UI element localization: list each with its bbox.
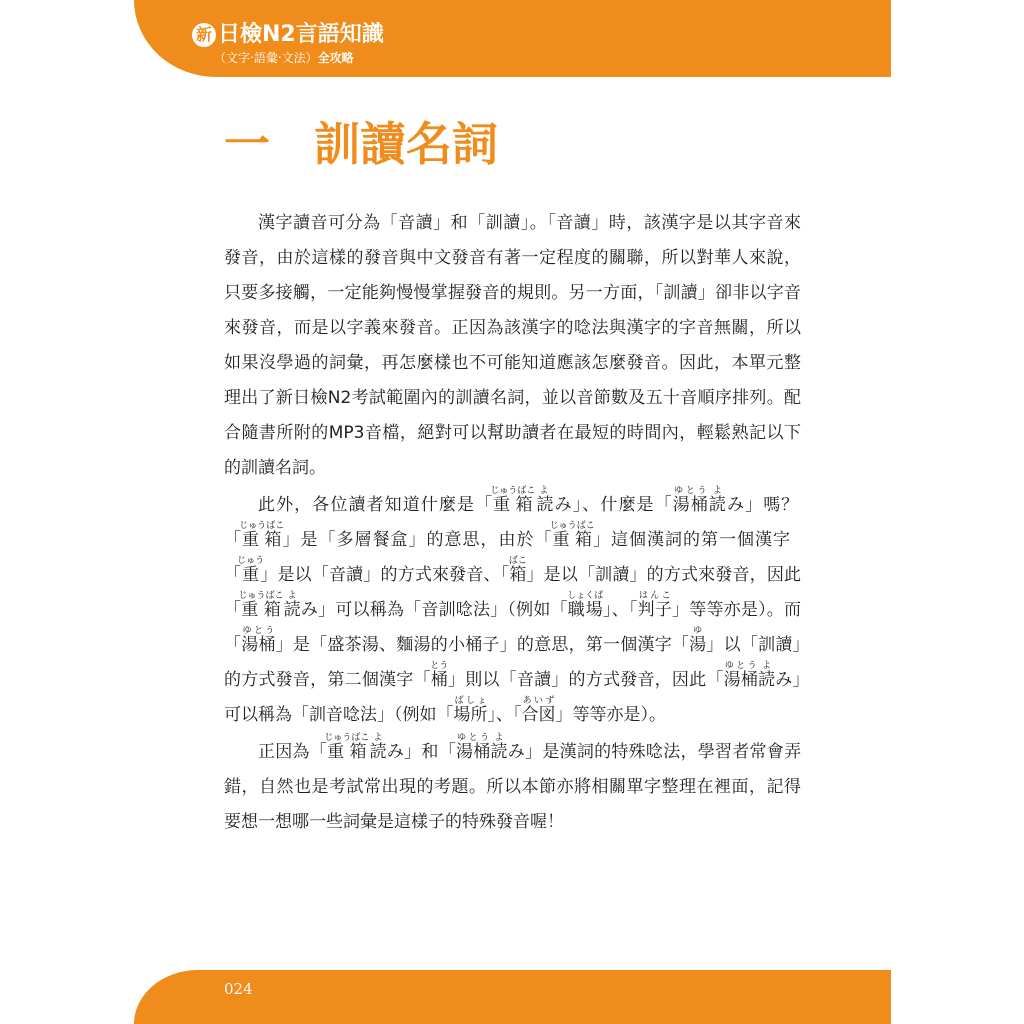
furigana-word — [549, 521, 595, 550]
furigana-word — [535, 486, 555, 515]
book-title-text: 日檢N2言語知識 — [218, 22, 384, 47]
text-run: 」這個漢詞的第一個漢字「 — [224, 530, 791, 585]
ruby-base: 湯桶 — [455, 742, 491, 762]
furigana-word — [723, 661, 759, 690]
ruby-reading: あいず — [521, 696, 556, 706]
ruby-reading: よ — [535, 486, 553, 496]
ruby-base: 重箱 — [324, 742, 370, 762]
body-paragraph — [224, 486, 801, 733]
ruby-base: 読 — [758, 670, 776, 690]
text-run: み」、什麼是「 — [554, 495, 673, 515]
ruby-reading: じゅう — [237, 556, 265, 566]
text-run: 」則以「音讀」的方式發音，因此「 — [447, 670, 724, 690]
text-run: 」、「 — [602, 600, 638, 620]
page — [134, 0, 891, 1024]
ruby-reading: じゅうばこ — [490, 486, 536, 496]
ruby-reading: じゅうばこ — [549, 521, 595, 531]
ruby-reading: じゅうばこ — [239, 521, 285, 531]
ruby-reading: しょくば — [567, 591, 604, 601]
ruby-reading: ゆとう — [672, 486, 708, 496]
furigana-word — [508, 556, 527, 585]
ruby-base: 箱 — [508, 565, 527, 585]
furigana-word — [455, 733, 491, 762]
section-title — [224, 112, 498, 176]
body-paragraph — [224, 206, 801, 486]
furigana-word — [453, 696, 488, 725]
text-run: 」是以「訓讀」的方式來發音，因此「 — [224, 565, 801, 620]
furigana-word — [430, 661, 449, 690]
book-title — [192, 22, 384, 48]
furigana-word — [637, 591, 673, 620]
text-run: 正因為「 — [258, 742, 328, 762]
ruby-reading: ゆとう — [723, 661, 758, 671]
text-run: 」、「 — [487, 705, 522, 725]
ruby-reading: とう — [430, 661, 449, 671]
ruby-reading: よ — [490, 733, 508, 743]
ruby-base: 読 — [283, 600, 301, 620]
furigana-word — [237, 556, 265, 585]
book-subtitle-plain: （文字‧語彙‧文法） — [214, 51, 318, 65]
text-run: み」可以稱為「音訓唸法」（例如「 — [300, 600, 568, 620]
furigana-word — [672, 486, 709, 515]
text-run: み」嗎？「 — [224, 495, 799, 550]
book-subtitle-bold: 全攻略 — [317, 51, 354, 65]
ruby-base: 湯 — [689, 635, 707, 655]
ruby-base: 職場 — [567, 600, 604, 620]
ruby-reading: ゆ — [689, 626, 707, 636]
ruby-base: 重箱 — [239, 530, 285, 550]
ruby-base: 読 — [535, 495, 555, 515]
text-run: 」是「多層餐盒」的意思，由於「 — [281, 530, 553, 550]
furigana-word — [708, 486, 728, 515]
ruby-base: 判子 — [637, 600, 673, 620]
text-run: 漢字讀音可分為「音讀」和「訓讀」。「音讀」時，該漢字是以其字音來發音，由於這樣的發音與中文發音有著一定程度的關聯，所以對華人來說，只要多接觸，一定能夠慢慢掌握發音的規則。另一方面，「訓讀」卻非以字音來發音，而是以字義來發音。正因為該漢字的唸法與漢字的字音無關，所以如果沒學過的詞彙，再怎麼樣也不可能知道應該怎麼發音。因此，本單元整理出了新日檢N2考試範圍內的訓讀名詞，並以音節數及五十音順序排列。配合隨書所附的MP3音檔，絕對可以幫助讀者在最短的時間內，輕鬆熟記以下的訓讀名詞。 — [224, 213, 801, 478]
ruby-reading: ばしょ — [453, 696, 488, 706]
section-number: 一 — [224, 117, 270, 171]
ruby-base: 湯桶 — [672, 495, 709, 515]
furigana-word — [369, 733, 387, 762]
ruby-base: 合図 — [521, 705, 556, 725]
furigana-word — [324, 733, 370, 762]
text-run: 」以「訓讀」的方式發音，第二個漢字「 — [224, 635, 802, 690]
ruby-reading: よ — [708, 486, 726, 496]
furigana-word — [490, 733, 508, 762]
furigana-word — [241, 626, 276, 655]
ruby-base: 重箱 — [490, 495, 536, 515]
ruby-reading: ばこ — [508, 556, 527, 566]
text-run: 此外，各位讀者知道什麼是「 — [258, 495, 494, 515]
book-subtitle — [214, 50, 354, 66]
text-run: み」和「 — [386, 742, 456, 762]
ruby-base: 場所 — [453, 705, 488, 725]
furigana-word — [567, 591, 604, 620]
ruby-reading: よ — [758, 661, 776, 671]
ruby-reading: はんこ — [637, 591, 672, 601]
ruby-reading: よ — [369, 733, 387, 743]
page-number: 024 — [224, 980, 253, 998]
furigana-word — [283, 591, 301, 620]
ruby-reading: ゆとう — [241, 626, 276, 636]
ruby-reading: じゅうばこ — [324, 733, 370, 743]
ruby-reading: よ — [283, 591, 301, 601]
ruby-base: 読 — [490, 742, 508, 762]
furigana-word — [758, 661, 776, 690]
furigana-word — [521, 696, 556, 725]
furigana-word — [490, 486, 536, 515]
body-paragraph — [224, 733, 801, 840]
ruby-base: 湯桶 — [723, 670, 759, 690]
header-band — [134, 0, 891, 77]
ruby-base: 桶 — [430, 670, 449, 690]
text-run: 」是以「音讀」的方式來發音、「 — [260, 565, 510, 585]
ruby-base: 読 — [708, 495, 728, 515]
ruby-reading: ゆとう — [455, 733, 491, 743]
text-run: 」是「盛茶湯、麵湯的小桶子」的意思，第一個漢字「 — [275, 635, 690, 655]
text-run: み」可以稱為「訓音唸法」（例如「 — [224, 670, 802, 725]
furigana-word — [689, 626, 707, 655]
ruby-base: 重箱 — [238, 600, 284, 620]
section-title-text: 訓讀名詞 — [314, 117, 498, 171]
text-run: 」等等亦是）。 — [555, 705, 666, 725]
body-text — [224, 206, 801, 840]
ruby-base: 重箱 — [549, 530, 595, 550]
text-run: み」是漢詞的特殊唸法，學習者常會弄錯，自然也是考試常出現的考題。所以本節亦將相關單字整理在裡面，記得要想一想哪一些詞彙是這樣子的特殊發音喔！ — [224, 742, 802, 832]
ruby-base: 重 — [237, 565, 265, 585]
furigana-word — [239, 521, 285, 550]
title-badge: 新 — [192, 23, 216, 47]
ruby-reading: じゅうばこ — [238, 591, 284, 601]
furigana-word — [238, 591, 284, 620]
ruby-base: 湯桶 — [241, 635, 276, 655]
ruby-base: 読 — [369, 742, 387, 762]
text-run: 」等等亦是）。而「 — [224, 600, 802, 655]
